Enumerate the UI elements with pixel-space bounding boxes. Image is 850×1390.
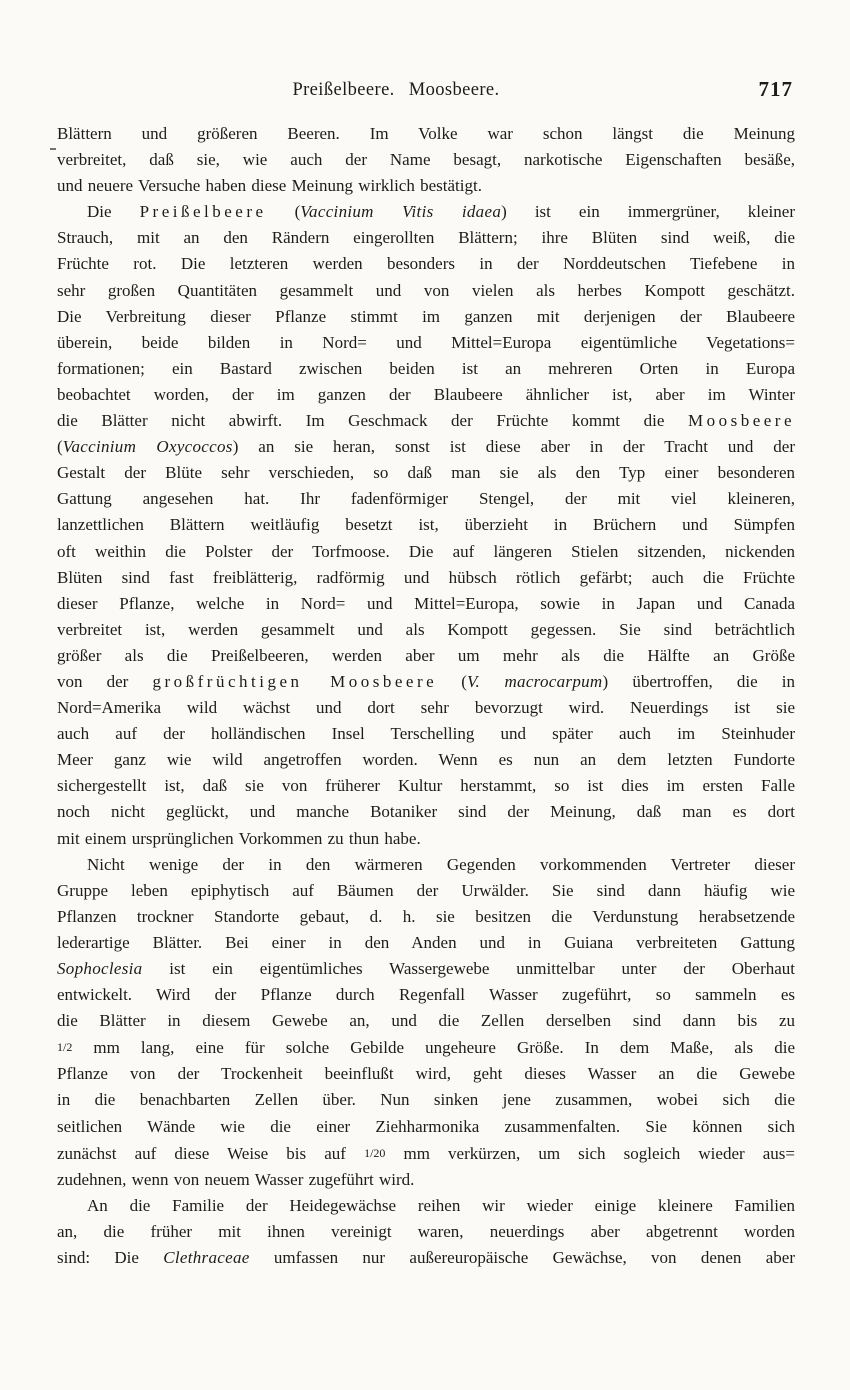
text-line: sichergestellt ist, daß sie von früherer Kultur herstammt, so ist dies im ersten Falle — [57, 776, 795, 796]
paragraph — [57, 199, 795, 851]
text-line: entwickelt. Wird der Pflanze durch Regenfall Wasser zugeführt, so sammeln es — [57, 985, 795, 1005]
text-line: von der großfrüchtigen Moosbeere (V. macrocarpum) übertroffen, die in — [57, 671, 795, 691]
paragraph — [57, 121, 795, 199]
text-line: (Vaccinium Oxycoccos) an sie heran, sonst ist diese aber in der Tracht und der — [57, 437, 795, 457]
text-line: Nord=Amerika wild wächst und dort sehr bevorzugt wird. Neuerdings ist sie — [57, 698, 795, 718]
text-line: Gattung angesehen hat. Ihr fadenförmiger Stengel, der mit viel kleineren, — [57, 489, 795, 509]
paragraph — [57, 1193, 795, 1271]
text-line: Nicht wenige der in den wärmeren Gegenden vorkommenden Vertreter dieser — [87, 854, 795, 874]
text-line: An die Familie der Heidegewächse reihen wir wieder einige kleinere Familien — [87, 1195, 795, 1215]
text-line: an, die früher mit ihnen vereinigt waren, neuerdings aber abgetrennt worden — [57, 1221, 795, 1241]
text-line: beobachtet worden, der im ganzen der Blaubeere ähnlicher ist, aber im Winter — [57, 384, 795, 404]
running-title: Preißelbeere. Moosbeere. — [292, 80, 500, 100]
page-number: 717 — [758, 77, 793, 101]
text-line: zudehnen, wenn von neuem Wasser zugeführt wird. — [57, 1169, 415, 1189]
text-line: und neuere Versuche haben diese Meinung wirklich bestätigt. — [57, 176, 482, 196]
text-line: in die benachbarten Zellen über. Nun sinken jene zusammen, wobei sich die — [57, 1090, 795, 1110]
text-line: Die Preißelbeere (Vaccinium Vitis idaea) ist ein immergrüner, kleiner — [87, 202, 795, 222]
running-head — [57, 77, 795, 106]
text-line: verbreitet ist, werden gesammelt und als Kompott gegessen. Sie sind beträchtlich — [57, 619, 795, 639]
text-line: dieser Pflanze, welche in Nord= und Mittel=Europa, sowie in Japan und Canada — [57, 593, 795, 613]
paragraph — [57, 852, 795, 1193]
text-line: noch nicht geglückt, und manche Botaniker sind der Meinung, daß man es dort — [57, 802, 795, 822]
page-body — [57, 121, 795, 1271]
text-line: Pflanzen trockner Standorte gebaut, d. h. sie besitzen die Verdunstung herabsetzende — [57, 906, 795, 926]
text-line: sehr großen Quantitäten gesammelt und von vielen als herbes Kompott geschätzt. — [57, 280, 795, 300]
text-line: Die Verbreitung dieser Pflanze stimmt im ganzen mit derjenigen der Blaubeere — [57, 306, 795, 326]
text-line: Blättern und größeren Beeren. Im Volke war schon längst die Meinung — [57, 124, 795, 143]
text-line: Pflanze von der Trockenheit beeinflußt wird, geht dieses Wasser an die Gewebe — [57, 1064, 795, 1084]
text-line: zunächst auf diese Weise bis auf 1/20 mm verkürzen, um sich sogleich wieder aus= — [57, 1143, 796, 1163]
text-line: verbreitet, daß sie, wie auch der Name besagt, narkotische Eigenschaften besäße, — [57, 150, 795, 170]
text-line: lederartige Blätter. Bei einer in den Anden und in Guiana verbreiteten Gattung — [57, 932, 795, 952]
text-line: Gruppe leben epiphytisch auf Bäumen der Urwälder. Sie sind dann häufig wie — [57, 880, 795, 900]
text-line: die Blätter nicht abwirft. Im Geschmack der Früchte kommt die Moosbeere — [57, 411, 795, 431]
text-line: überein, beide bilden in Nord= und Mittel=Europa eigentümliche Vegetations= — [57, 332, 795, 352]
text-line: lanzettlichen Blättern weitläufig besetzt ist, überzieht in Brüchern und Sümpfen — [57, 515, 795, 535]
text-line: Sophoclesia ist ein eigentümliches Wassergewebe unmittelbar unter der Oberhaut — [57, 959, 795, 978]
text-line: mit einem ursprünglichen Vorkommen zu thun habe. — [57, 828, 421, 848]
text-line: Strauch, mit an den Rändern eingerollten Blättern; ihre Blüten sind weiß, die — [57, 228, 795, 248]
text-line: seitlichen Wände wie die einer Ziehharmonika zusammenfalten. Sie können sich — [57, 1116, 795, 1136]
text-line: Gestalt der Blüte sehr verschieden, so daß man sie als den Typ einer besonderen — [57, 463, 795, 483]
text-line: die Blätter in diesem Gewebe an, und die Zellen derselben sind dann bis zu — [57, 1011, 795, 1031]
text-line: formationen; ein Bastard zwischen beiden ist an mehreren Orten in Europa — [57, 358, 795, 378]
text-line: Meer ganz wie wild angetroffen worden. Wenn es nun an dem letzten Fundorte — [57, 750, 795, 770]
scan-artifact — [50, 148, 56, 150]
text-line: auch auf der holländischen Insel Terschelling und später auch im Steinhuder — [57, 724, 795, 744]
text-line: Früchte rot. Die letzteren werden besonders in der Norddeutschen Tiefebene in — [57, 254, 795, 274]
text-line: sind: Die Clethraceae umfassen nur außereuropäische Gewächse, von denen aber — [57, 1248, 795, 1268]
text-line: größer als die Preißelbeeren, werden aber um mehr als die Hälfte an Größe — [57, 645, 795, 665]
text-line: 1/2 mm lang, eine für solche Gebilde ungeheure Größe. In dem Maße, als die — [57, 1038, 795, 1058]
text-line: Blüten sind fast freiblätterig, radförmig und hübsch rötlich gefärbt; auch die Früchte — [57, 567, 795, 587]
text-line: oft weithin die Polster der Torfmoose. Die auf längeren Stielen sitzenden, nickenden — [57, 541, 795, 561]
